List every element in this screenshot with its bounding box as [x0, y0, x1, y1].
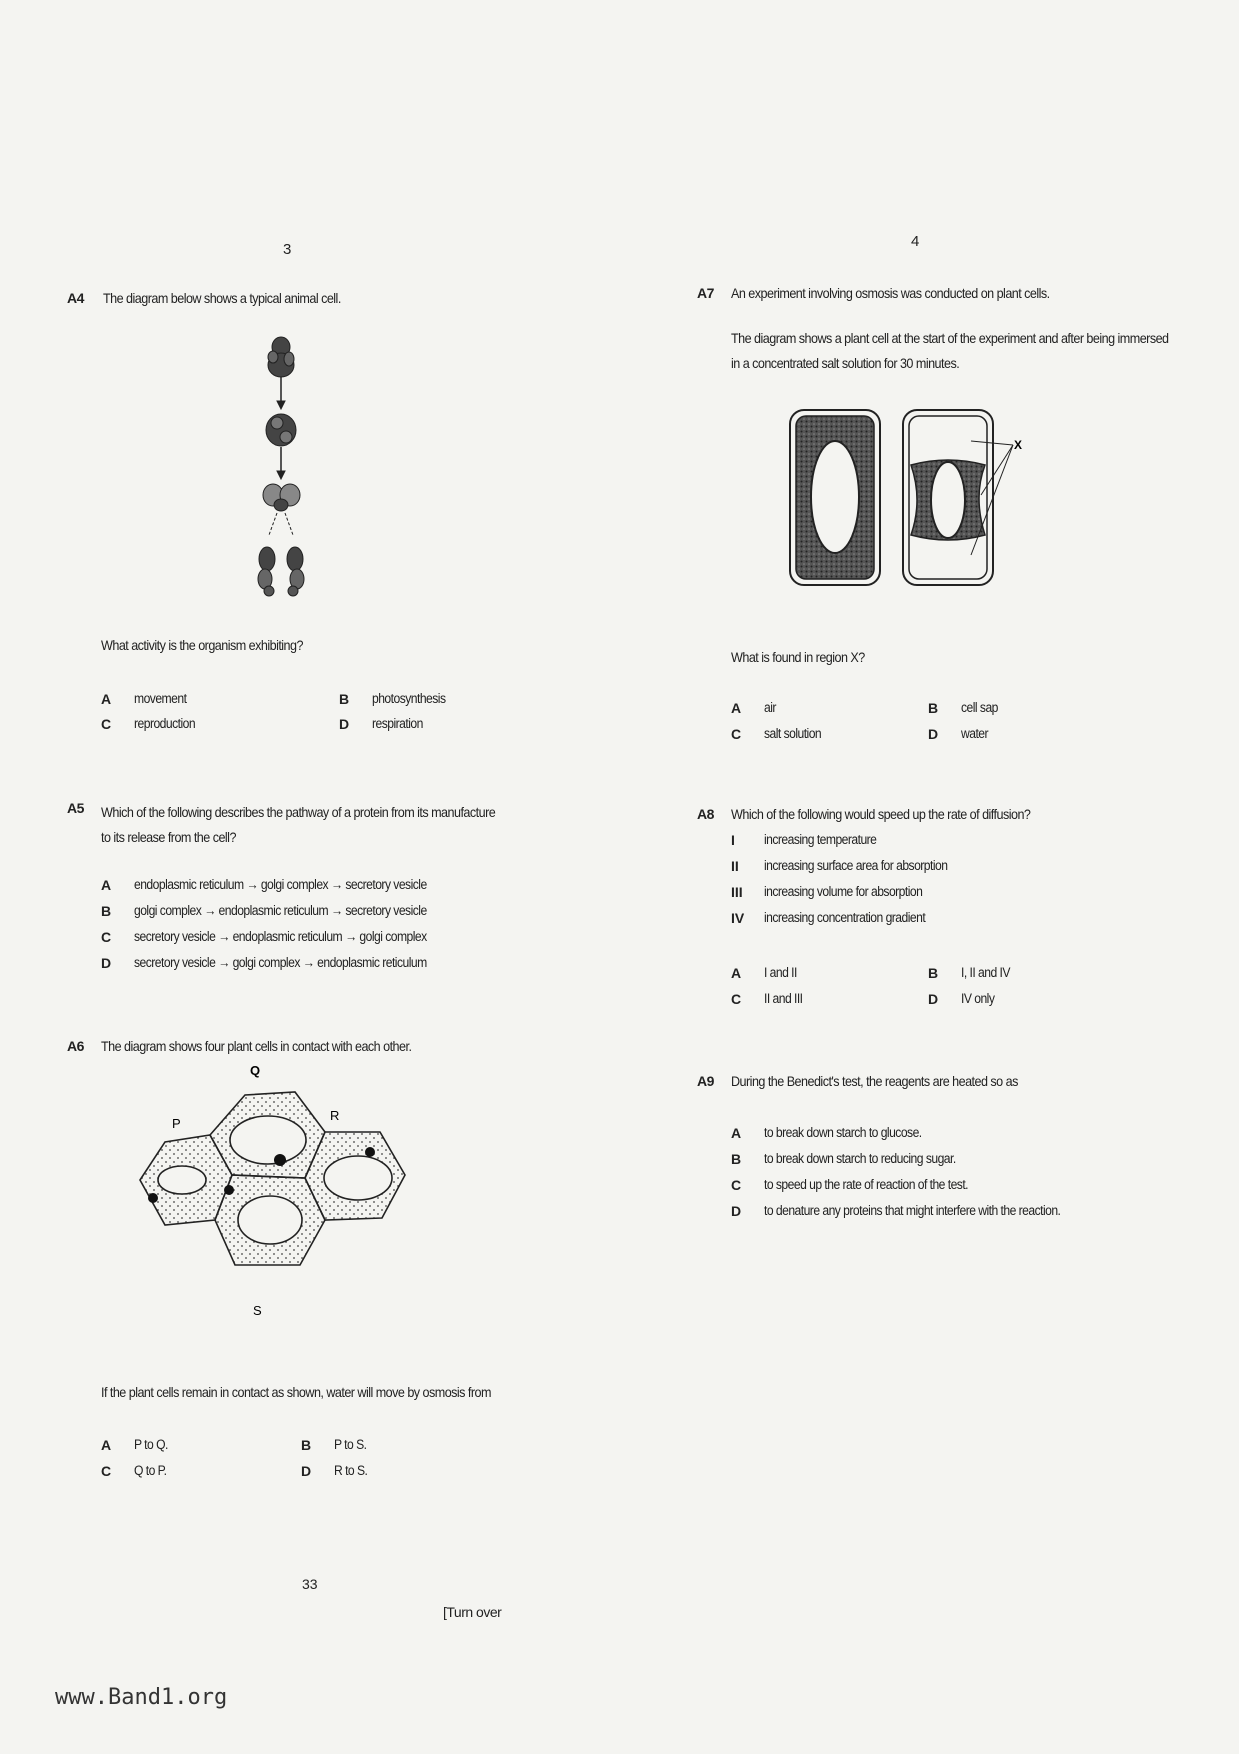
label-p: P	[172, 1116, 181, 1131]
option-a-letter[interactable]: A	[101, 877, 112, 893]
page-code: 33	[302, 1576, 318, 1592]
option-c-letter[interactable]: C	[731, 726, 742, 742]
option-b-text[interactable]: cell sap	[961, 700, 998, 715]
question-number: A6	[67, 1038, 84, 1054]
question-stem-line-1: The diagram shows a plant cell at the start of the experiment and after being immersed	[731, 330, 1169, 346]
option-a-text[interactable]: air	[764, 700, 776, 715]
option-d-letter[interactable]: D	[301, 1463, 312, 1479]
option-b-letter[interactable]: B	[928, 700, 939, 716]
option-d-text[interactable]: secretory vesicle → golgi complex → endoplasmic reticulum	[134, 955, 427, 970]
label-s: S	[253, 1303, 262, 1318]
option-c-text[interactable]: to speed up the rate of reaction of the test.	[764, 1177, 969, 1192]
question-stem: Which of the following would speed up the rate of diffusion?	[731, 806, 1031, 822]
page-number-left: 3	[283, 241, 292, 258]
site-watermark: www.Band1.org	[55, 1685, 228, 1710]
option-a-text[interactable]: endoplasmic reticulum → golgi complex → secretory vesicle	[134, 877, 427, 892]
option-b-letter[interactable]: B	[301, 1437, 312, 1453]
option-c-letter[interactable]: C	[731, 1177, 742, 1193]
option-c-text[interactable]: Q to P.	[134, 1463, 167, 1478]
option-a-letter[interactable]: A	[101, 1437, 112, 1453]
option-c-letter[interactable]: C	[101, 1463, 112, 1479]
option-a-text[interactable]: to break down starch to glucose.	[764, 1125, 922, 1140]
question-stem-line-2: in a concentrated salt solution for 30 minutes.	[731, 355, 960, 371]
turn-over-label: [Turn over	[443, 1604, 502, 1620]
statement-text: increasing concentration gradient	[764, 910, 926, 925]
label-x: X	[1014, 438, 1023, 452]
statement-text: increasing surface area for absorption	[764, 858, 948, 873]
question-number: A7	[697, 285, 714, 301]
option-d-letter[interactable]: D	[928, 726, 939, 742]
option-b-text[interactable]: golgi complex → endoplasmic reticulum → secretory vesicle	[134, 903, 427, 918]
option-c-letter[interactable]: C	[101, 716, 112, 732]
label-r: R	[330, 1108, 340, 1123]
option-d-letter[interactable]: D	[339, 716, 350, 732]
option-b-text[interactable]: I, II and IV	[961, 965, 1010, 980]
option-c-letter[interactable]: C	[101, 929, 112, 945]
statement-roman: III	[731, 884, 743, 900]
option-a-text[interactable]: I and II	[764, 965, 797, 980]
option-c-text[interactable]: salt solution	[764, 726, 822, 741]
option-a-text[interactable]: P to Q.	[134, 1437, 168, 1452]
question-number: A8	[697, 806, 714, 822]
option-a-letter[interactable]: A	[731, 1125, 742, 1141]
question-prompt: If the plant cells remain in contact as shown, water will move by osmosis from	[101, 1384, 491, 1400]
question-stem: The diagram below shows a typical animal cell.	[103, 290, 341, 306]
option-d-text[interactable]: respiration	[372, 716, 423, 731]
option-d-letter[interactable]: D	[928, 991, 939, 1007]
question-number: A9	[697, 1073, 714, 1089]
plasmolysis-diagram	[785, 405, 1025, 595]
page-number-right: 4	[911, 233, 920, 250]
option-b-text[interactable]: photosynthesis	[372, 691, 446, 706]
statement-roman: IV	[731, 910, 745, 926]
option-a-letter[interactable]: A	[731, 965, 742, 981]
option-a-letter[interactable]: A	[731, 700, 742, 716]
question-prompt: What activity is the organism exhibiting?	[101, 637, 303, 653]
option-b-text[interactable]: P to S.	[334, 1437, 367, 1452]
option-d-letter[interactable]: D	[101, 955, 112, 971]
option-a-text[interactable]: movement	[134, 691, 187, 706]
statement-roman: I	[731, 832, 735, 848]
question-stem: The diagram shows four plant cells in contact with each other.	[101, 1038, 412, 1054]
option-c-text[interactable]: II and III	[764, 991, 803, 1006]
option-d-text[interactable]: water	[961, 726, 989, 741]
statement-text: increasing volume for absorption	[764, 884, 923, 899]
question-stem: During the Benedict's test, the reagents are heated so as	[731, 1073, 1018, 1089]
cell-division-diagram	[255, 335, 315, 600]
plant-cells-diagram	[120, 1060, 420, 1320]
option-d-letter[interactable]: D	[731, 1203, 742, 1219]
option-b-letter[interactable]: B	[339, 691, 350, 707]
option-c-text[interactable]: secretory vesicle → endoplasmic reticulum → golgi complex	[134, 929, 427, 944]
statement-roman: II	[731, 858, 739, 874]
option-c-text[interactable]: reproduction	[134, 716, 196, 731]
option-b-text[interactable]: to break down starch to reducing sugar.	[764, 1151, 956, 1166]
question-number: A4	[67, 290, 84, 306]
option-b-letter[interactable]: B	[101, 903, 112, 919]
question-number: A5	[67, 800, 84, 816]
question-stem: Which of the following describes the pathway of a protein from its manufacture to its release from the cell?	[101, 804, 496, 845]
question-stem: An experiment involving osmosis was conducted on plant cells.	[731, 285, 1050, 301]
statement-text: increasing temperature	[764, 832, 877, 847]
option-d-text[interactable]: R to S.	[334, 1463, 368, 1478]
option-c-letter[interactable]: C	[731, 991, 742, 1007]
option-a-letter[interactable]: A	[101, 691, 112, 707]
label-q: Q	[250, 1063, 261, 1078]
option-b-letter[interactable]: B	[928, 965, 939, 981]
question-prompt: What is found in region X?	[731, 649, 865, 665]
option-d-text[interactable]: to denature any proteins that might interfere with the reaction.	[764, 1203, 1061, 1218]
option-b-letter[interactable]: B	[731, 1151, 742, 1167]
option-d-text[interactable]: IV only	[961, 991, 995, 1006]
